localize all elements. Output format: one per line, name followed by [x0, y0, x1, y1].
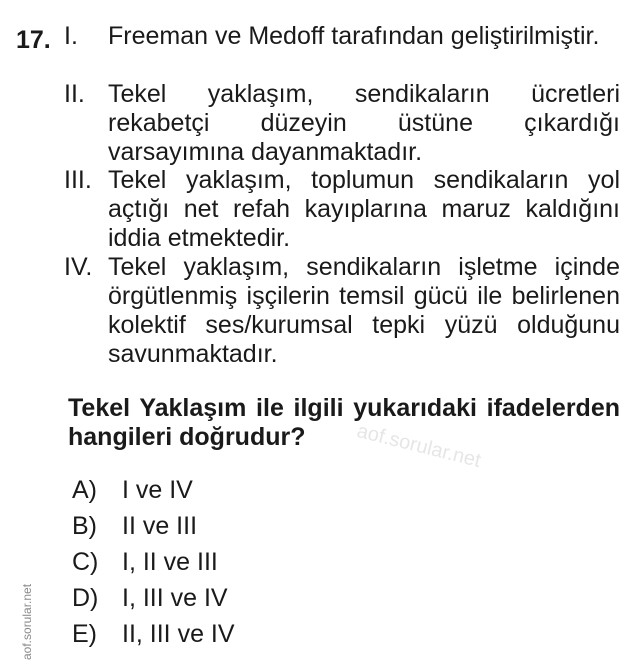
option-text: I ve IV	[122, 476, 193, 504]
option-letter: C)	[72, 548, 99, 576]
option-text: I, III ve IV	[122, 584, 228, 612]
statement-3	[64, 166, 620, 253]
option-text: I, II ve III	[122, 548, 218, 576]
statement-numeral: IV.	[64, 253, 93, 281]
statement-4	[64, 253, 620, 369]
question-number: 17.	[16, 26, 51, 54]
statement-2	[64, 80, 620, 167]
statement-1	[64, 22, 620, 51]
option-text: II, III ve IV	[122, 620, 235, 648]
statement-text: Tekel yaklaşım, sendikaların işletme içinde örgütlenmiş işçilerin temsil gücü ile belirlenen kolektif ses/kurumsal tepki yüzü olduğunu savunmaktadır.	[108, 253, 620, 368]
statement-text: Tekel yaklaşım, toplumun sendikaların yol açtığı net refah kayıplarına maruz kaldığını iddia etmektedir.	[108, 166, 620, 252]
option-letter: D)	[72, 584, 99, 612]
option-text: II ve III	[122, 512, 198, 540]
option-letter: B)	[72, 512, 97, 540]
statement-numeral: II.	[64, 80, 85, 108]
option-letter: E)	[72, 620, 97, 648]
option-letter: A)	[72, 476, 97, 504]
watermark-side: aof.sorular.net	[20, 583, 34, 660]
option-b[interactable]	[72, 512, 197, 541]
watermark-diagonal: aof.sorular.net	[354, 420, 483, 473]
option-a[interactable]	[72, 476, 193, 505]
question-prompt: Tekel Yaklaşım ile ilgili yukarıdaki ifadelerden hangileri doğrudur?	[68, 394, 620, 451]
statement-numeral: I.	[64, 22, 78, 50]
option-e[interactable]	[72, 620, 235, 649]
statement-numeral: III.	[64, 166, 92, 194]
option-d[interactable]	[72, 584, 228, 613]
statement-text: Tekel yaklaşım, sendikaların ücretleri rekabetçi düzeyin üstüne çıkardığı varsayımına dayanmaktadır.	[108, 80, 620, 166]
option-c[interactable]	[72, 548, 218, 577]
statement-text: Freeman ve Medoff tarafından geliştirilmiştir.	[108, 22, 600, 50]
